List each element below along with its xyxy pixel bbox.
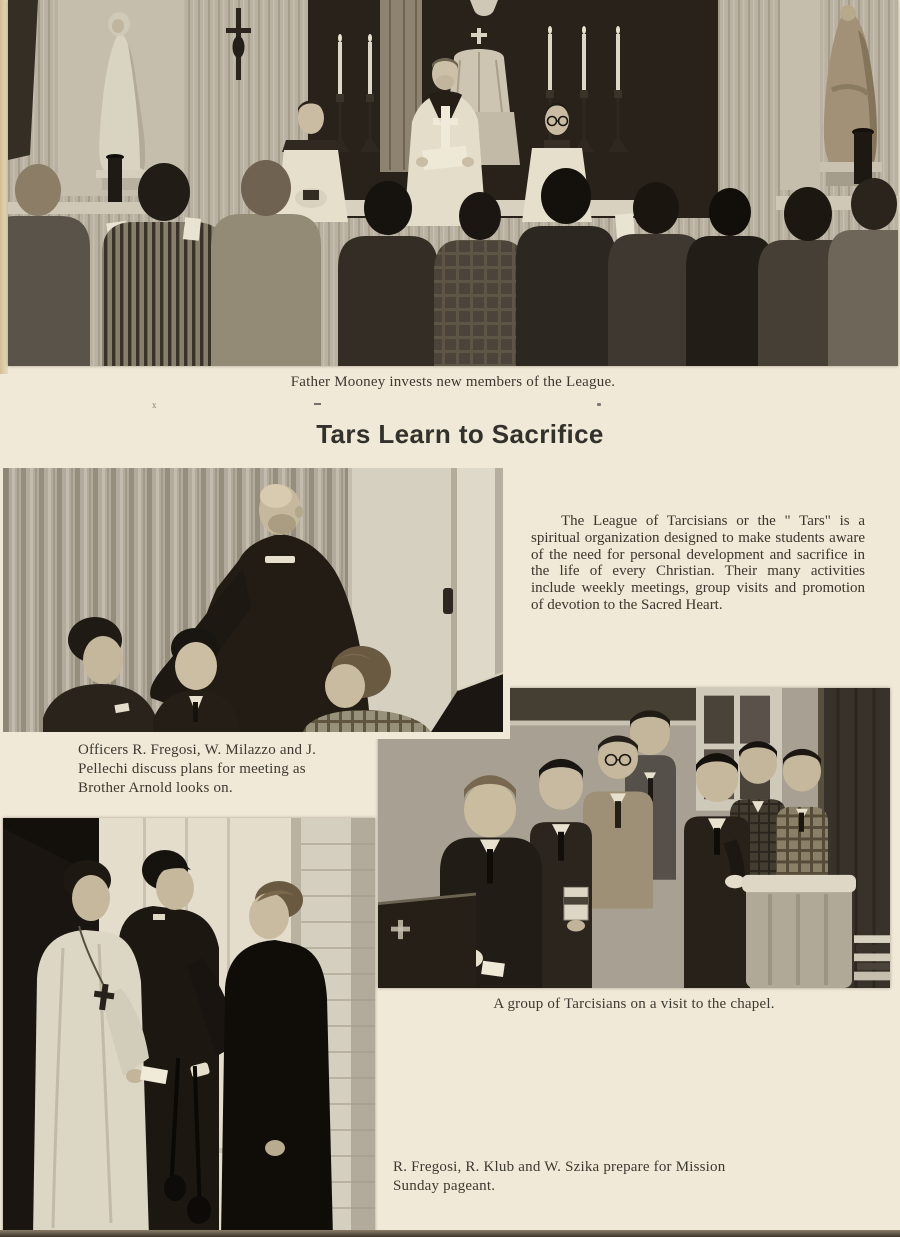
pencil-mark-dash	[314, 403, 321, 405]
baptismal-table	[742, 875, 856, 988]
chapel-pew	[378, 894, 476, 988]
doorway-transom	[496, 688, 711, 721]
page-title: Tars Learn to Sacrifice	[316, 419, 604, 449]
caption-pageant-photo	[393, 1158, 783, 1196]
book-stack	[854, 935, 890, 980]
photo-officers-meeting	[3, 468, 503, 732]
right-ornate-panel	[780, 0, 820, 190]
pencil-mark-x: x	[152, 400, 157, 410]
intro-paragraph: The League of Tarcisians or the " Tars" is a spiritual organization designed to make students aware of the need for personal development and sacrifice in the life of every Christian. Their many activities include weekly meetings, group visits and promotion of devotion to the Sacred Heart.	[531, 513, 865, 613]
altar-scene-illustration	[8, 0, 898, 366]
scan-left-edge	[0, 0, 8, 374]
caption-chapel-photo: A group of Tarcisians on a visit to the chapel.	[493, 996, 775, 1012]
scan-bottom-edge	[0, 1230, 900, 1237]
pencil-mark-speck	[597, 403, 601, 406]
chapel-scene-illustration	[378, 688, 890, 988]
pageant-scene-illustration	[3, 818, 375, 1237]
right-candlestick	[852, 128, 874, 184]
caption-line: Pellechi discuss plans for meeting as	[78, 761, 306, 777]
caption-line: Brother Arnold looks on.	[78, 780, 233, 796]
door-latch	[443, 588, 453, 614]
photo-chapel-visit	[378, 688, 890, 988]
caption-line: R. Fregosi, R. Klub and W. Szika prepare for Mission	[393, 1159, 726, 1175]
photo-father-mooney-investiture	[8, 0, 898, 366]
left-candlestick	[106, 154, 124, 210]
caption-altar-photo: Father Mooney invests new members of the League.	[290, 374, 616, 390]
meeting-scene-illustration	[3, 468, 503, 732]
photo-pageant-preparation	[3, 818, 375, 1237]
caption-line: Officers R. Fregosi, W. Milazzo and J.	[78, 742, 317, 758]
caption-meeting-photo	[78, 741, 408, 798]
caption-line: Sunday pageant.	[393, 1178, 496, 1194]
